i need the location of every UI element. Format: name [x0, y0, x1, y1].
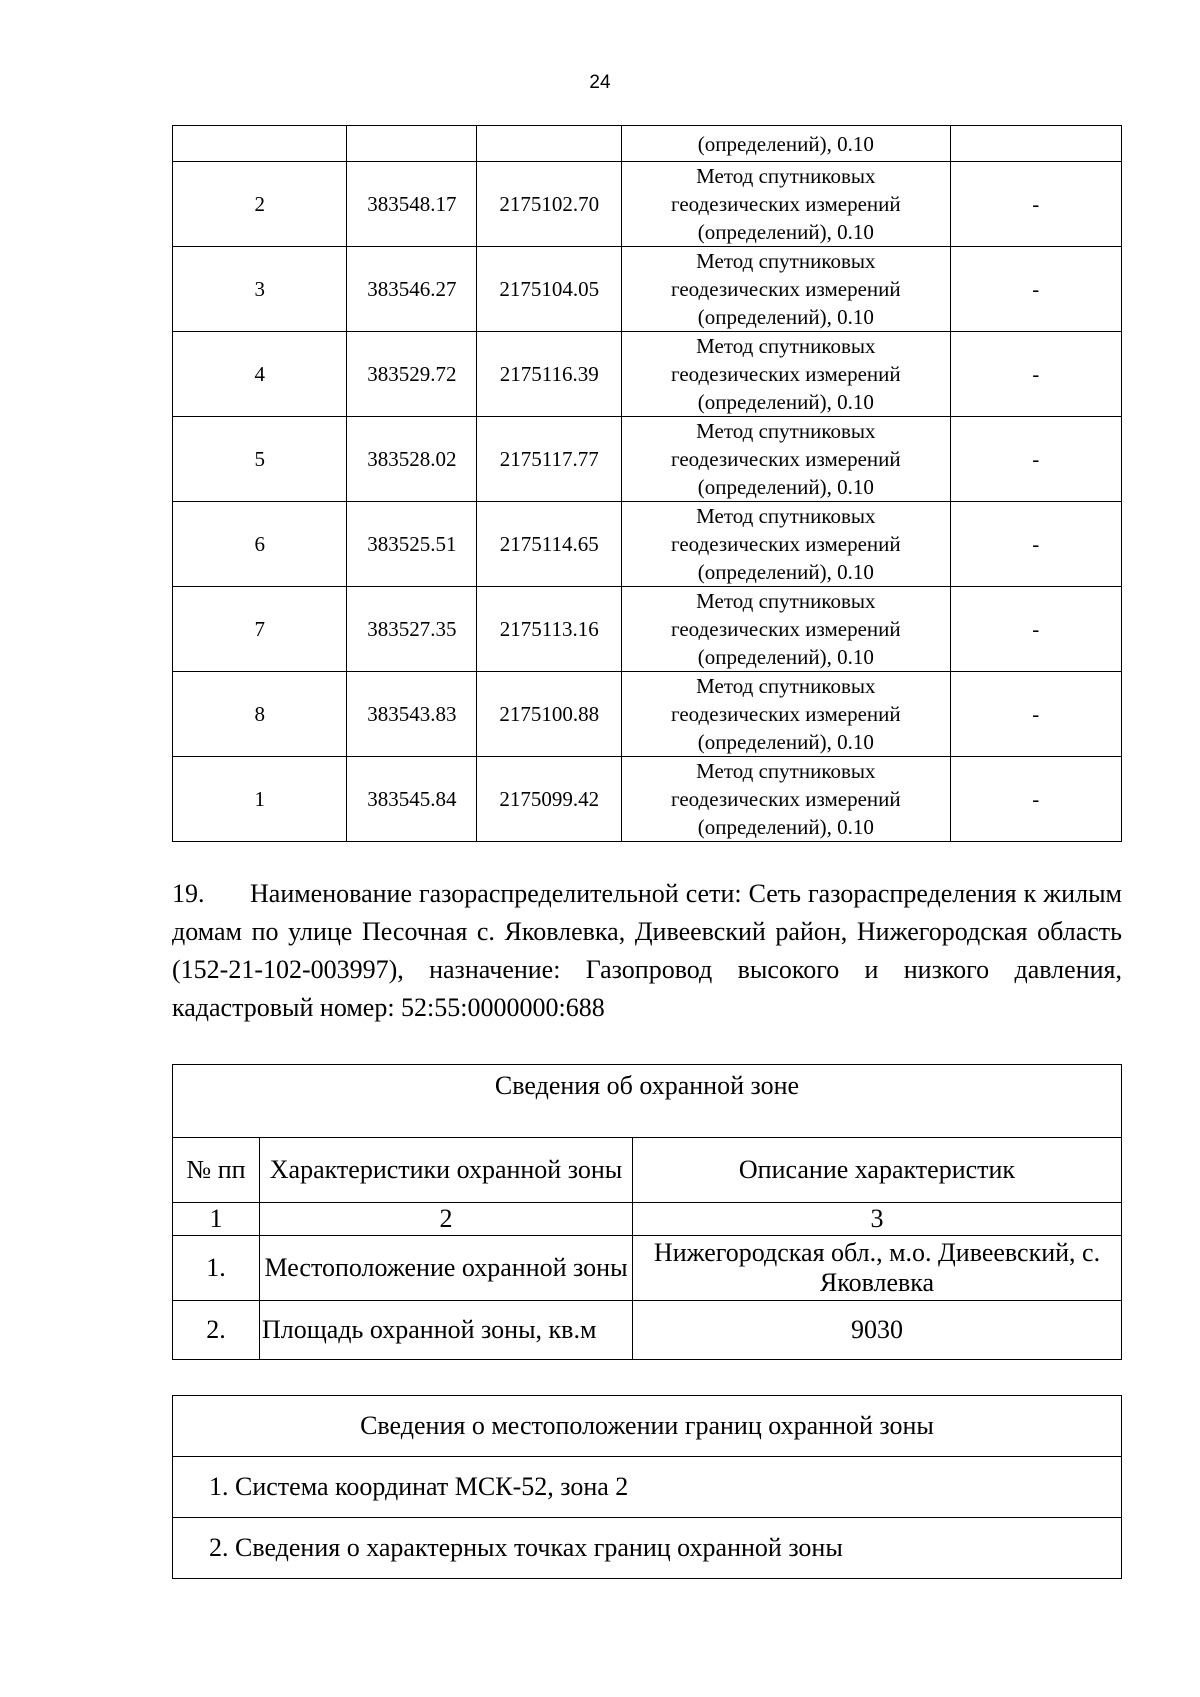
- zone-info-table: [172, 1064, 1122, 1360]
- method-line: (определений), 0.10: [697, 220, 874, 244]
- cell-note: -: [950, 672, 1122, 757]
- table-row: [173, 757, 1122, 842]
- table-row: [173, 1138, 1122, 1203]
- table-row: [173, 247, 1122, 332]
- cell-x: 383528.02: [347, 417, 477, 502]
- method-line: геодезических измерений: [671, 702, 901, 726]
- cell-note: -: [950, 162, 1122, 247]
- method-line: геодезических измерений: [671, 277, 901, 301]
- cell-y: 2175104.05: [477, 247, 622, 332]
- page-number: 24: [589, 72, 611, 93]
- table-row: [173, 332, 1122, 417]
- cell-x: 383548.17: [347, 162, 477, 247]
- method-line: геодезических измерений: [671, 617, 901, 641]
- method-line: Метод спутниковых: [696, 419, 876, 443]
- header-number: № пп: [173, 1138, 260, 1203]
- zone-table-title: Сведения об охранной зоне: [173, 1065, 1122, 1138]
- cell-x: 383525.51: [347, 502, 477, 587]
- cell-note: -: [950, 587, 1122, 672]
- cell-note: -: [950, 417, 1122, 502]
- cell-y: 2175116.39: [477, 332, 622, 417]
- cell-point: 1: [173, 757, 347, 842]
- cell-point: [173, 126, 347, 162]
- boundary-info-table: [172, 1395, 1122, 1579]
- method-line: Метод спутниковых: [696, 249, 876, 273]
- cell-x: 383545.84: [347, 757, 477, 842]
- method-line: (определений), 0.10: [697, 560, 874, 584]
- cell-y: 2175102.70: [477, 162, 622, 247]
- cell-y: 2175100.88: [477, 672, 622, 757]
- header-characteristic: Характеристики охранной зоны: [260, 1138, 633, 1203]
- cell-point: 8: [173, 672, 347, 757]
- method-line: (определений), 0.10: [697, 730, 874, 754]
- cell-point: 5: [173, 417, 347, 502]
- method-line: Метод спутниковых: [696, 759, 876, 783]
- cell-method: [622, 757, 950, 842]
- bounds-table-title: Сведения о местоположении границ охранной зоны: [173, 1396, 1122, 1457]
- cell-note: -: [950, 332, 1122, 417]
- cell-method: [622, 332, 950, 417]
- table-row: [173, 1457, 1122, 1518]
- method-line: (определений), 0.10: [697, 815, 874, 839]
- method-line: Метод спутниковых: [696, 334, 876, 358]
- cell-y: 2175117.77: [477, 417, 622, 502]
- table-row: [173, 587, 1122, 672]
- column-number: 3: [633, 1203, 1122, 1236]
- method-line: геодезических измерений: [671, 192, 901, 216]
- cell-y: [477, 126, 622, 162]
- cell-method: [622, 587, 950, 672]
- cell-x: 383543.83: [347, 672, 477, 757]
- table-row: [173, 502, 1122, 587]
- table-row: [173, 1236, 1122, 1301]
- method-line: геодезических измерений: [671, 532, 901, 556]
- bounds-item-coordinate-system: 1. Система координат МСК-52, зона 2: [173, 1457, 1122, 1518]
- cell-note: -: [950, 247, 1122, 332]
- method-line: геодезических измерений: [671, 447, 901, 471]
- method-line: геодезических измерений: [671, 787, 901, 811]
- cell-note: [950, 126, 1122, 162]
- table-row: [173, 672, 1122, 757]
- cell-method: [622, 162, 950, 247]
- row-description: 9030: [633, 1301, 1122, 1360]
- table-row: [173, 1518, 1122, 1579]
- method-line: (определений), 0.10: [697, 390, 874, 414]
- cell-y: 2175099.42: [477, 757, 622, 842]
- column-number: 2: [260, 1203, 633, 1236]
- cell-y: 2175114.65: [477, 502, 622, 587]
- method-line: (определений), 0.10: [697, 645, 874, 669]
- column-number: 1: [173, 1203, 260, 1236]
- table-row: [173, 417, 1122, 502]
- section-number: 19.: [172, 879, 205, 908]
- cell-note: -: [950, 757, 1122, 842]
- cell-method: [622, 502, 950, 587]
- table-row: [173, 1065, 1122, 1138]
- cell-y: 2175113.16: [477, 587, 622, 672]
- table-row: [173, 1301, 1122, 1360]
- method-line: Метод спутниковых: [696, 504, 876, 528]
- cell-x: 383529.72: [347, 332, 477, 417]
- method-line: (определений), 0.10: [697, 475, 874, 499]
- bounds-item-characteristic-points: 2. Сведения о характерных точках границ охранной зоны: [173, 1518, 1122, 1579]
- header-description: Описание характеристик: [633, 1138, 1122, 1203]
- row-description: Нижегородская обл., м.о. Дивеевский, с. Яковлевка: [633, 1236, 1122, 1301]
- cell-point: 2: [173, 162, 347, 247]
- cell-method: [622, 247, 950, 332]
- row-number: 1.: [173, 1236, 260, 1301]
- table-row: [173, 162, 1122, 247]
- table-row: [173, 126, 1122, 162]
- section-text: Наименование газораспределительной сети: Сеть газораспределения к жилым домам по улице Песочная с. Яковлевка, Дивеевский район, Нижегородская область (152-21-102-003997), назначение: Газопровод высокого и низкого давления, кадастровый номер: 52:55:0000000:688: [172, 879, 1122, 1022]
- table-row: [173, 1396, 1122, 1457]
- cell-note: -: [950, 502, 1122, 587]
- method-line: Метод спутниковых: [696, 674, 876, 698]
- row-characteristic: Площадь охранной зоны, кв.м: [260, 1301, 633, 1360]
- cell-x: [347, 126, 477, 162]
- table-row: [173, 1203, 1122, 1236]
- cell-point: 3: [173, 247, 347, 332]
- cell-method: (определений), 0.10: [622, 126, 950, 162]
- cell-method: [622, 417, 950, 502]
- method-line: (определений), 0.10: [697, 305, 874, 329]
- cell-point: 4: [173, 332, 347, 417]
- method-line: Метод спутниковых: [696, 589, 876, 613]
- cell-method: [622, 672, 950, 757]
- section-19-paragraph: [172, 875, 1122, 1027]
- cell-point: 6: [173, 502, 347, 587]
- method-line: геодезических измерений: [671, 362, 901, 386]
- cell-x: 383546.27: [347, 247, 477, 332]
- cell-point: 7: [173, 587, 347, 672]
- coordinates-table: [172, 125, 1122, 842]
- row-number: 2.: [173, 1301, 260, 1360]
- cell-x: 383527.35: [347, 587, 477, 672]
- row-characteristic: Местоположение охранной зоны: [260, 1236, 633, 1301]
- method-line: Метод спутниковых: [696, 164, 876, 188]
